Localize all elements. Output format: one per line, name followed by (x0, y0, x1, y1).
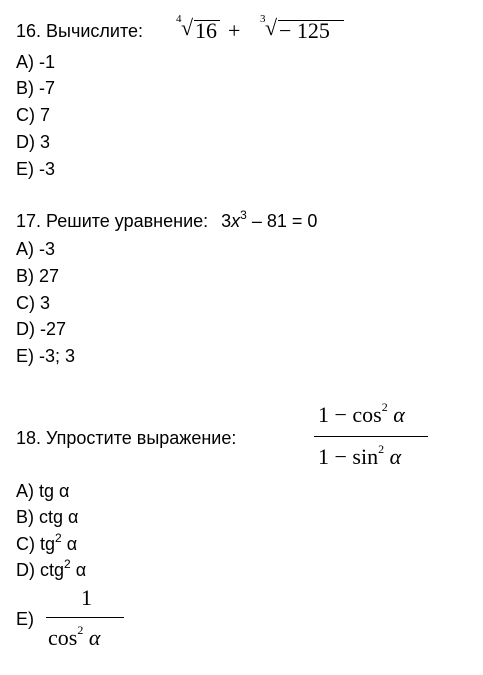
q16-root2-index: 3 (260, 13, 266, 25)
q16-option-d: D) 3 (16, 132, 51, 152)
q17-option-d: D) -27 (16, 319, 67, 339)
q16-root2-radicand: − 125 (279, 18, 330, 43)
q17-option-e: E) -3; 3 (16, 346, 76, 366)
q18-prompt: 18. Упростите выражение: (16, 428, 237, 448)
q16-option-e: E) -3 (16, 159, 56, 179)
fraction-bar (46, 617, 124, 618)
radical-sign-icon: √ (265, 15, 278, 40)
q18-option-e-label: E) (16, 609, 34, 629)
q18-denominator: $1 - \sin^2 \alpha$ (318, 442, 402, 469)
q18-option-e-fraction (46, 587, 136, 657)
q16-option-a: A) -1 (16, 52, 56, 72)
q17-option-a: A) -3 (16, 239, 56, 259)
q17-power: 3 (240, 208, 247, 222)
q16-option-b: B) -7 (16, 78, 56, 98)
q18-option-e-numerator: 1 (81, 585, 92, 610)
q18-option-b: B) ctg α (16, 507, 79, 527)
q18-fraction (312, 400, 432, 474)
q17-coef: 3 (221, 211, 232, 231)
q16-option-c: C) 7 (16, 105, 51, 125)
q17-option-b: B) 27 (16, 266, 60, 286)
q16-root1-index: 4 (176, 13, 182, 25)
fraction-bar (314, 436, 428, 437)
q17-option-c: C) 3 (16, 293, 51, 313)
q16-expression (173, 13, 353, 46)
q16-prompt: 16. Вычислите: (16, 21, 144, 41)
q18-option-e-denominator: $\cos^2 \alpha$ (48, 623, 101, 650)
q17-line (16, 208, 318, 231)
radical-sign-icon: √ (181, 15, 194, 40)
q16-root1-radicand: 16 (195, 18, 217, 43)
q18-option-d: D) ctg$^2$ α (16, 557, 87, 580)
q18-numerator: $1 - \cos^2 \alpha$ (318, 400, 405, 427)
q17-rest: – 81 = 0 (246, 211, 318, 231)
q18-option-c: C) $tg^2$ α (16, 531, 78, 554)
q17-prompt: 17. Решите уравнение: (16, 211, 209, 231)
q17-var: x (231, 211, 241, 231)
q16-plus: + (228, 18, 241, 43)
q18-option-a: A) tg α (16, 481, 70, 501)
